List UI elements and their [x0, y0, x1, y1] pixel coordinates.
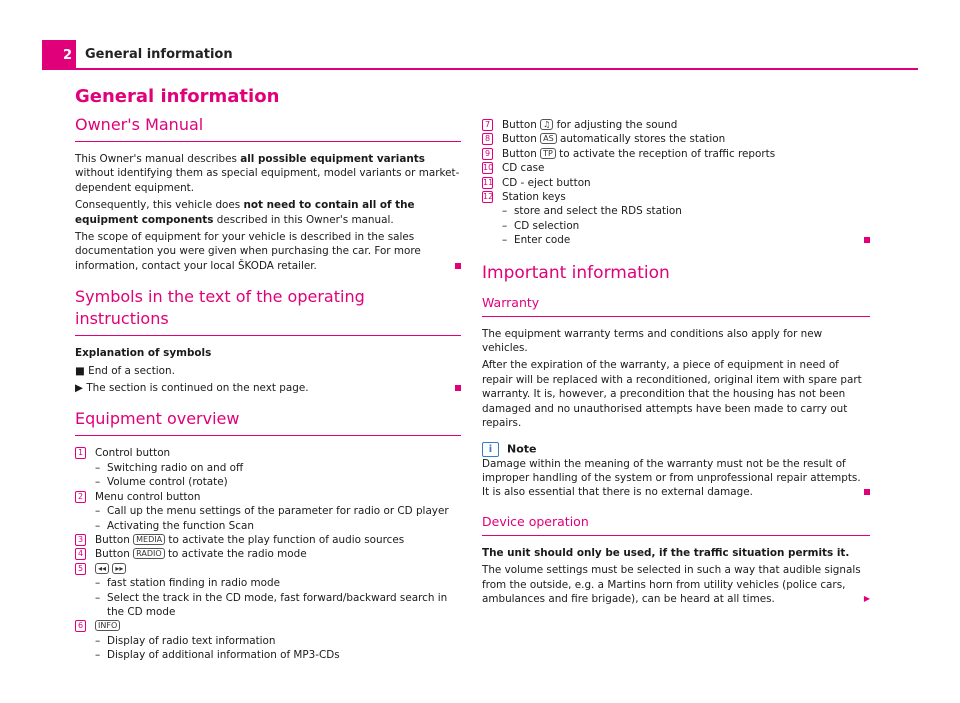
- end-of-section-icon: [455, 385, 461, 391]
- running-header-title: General information: [85, 47, 233, 62]
- manual-paragraph-3: The scope of equipment for your vehicle is described in the sales documentation you were given when purchasing the car. For more information, contact your local ŠKODA retailer.: [75, 230, 461, 273]
- sub-item: – Volume control (rotate): [95, 476, 228, 489]
- warranty-paragraph-2: After the expiration of the warranty, a piece of equipment in need of repair will be replaced with a reconditioned, original item with spare part warranty. It is, however, a precondition that the housing has not been damaged and no unauthorised attempts have been made to carry out repairs.: [482, 359, 862, 430]
- heading-warranty: Warranty: [482, 294, 870, 317]
- sub-item: – Display of additional information of MP3-CDs: [95, 649, 340, 662]
- list-item: 5 ◂◂ ▸▸: [75, 562, 461, 576]
- fast-forward-key-icon: ▸▸: [112, 563, 126, 574]
- tp-key: TP: [540, 148, 556, 159]
- list-item: 7 Button ♫ for adjusting the sound: [482, 118, 870, 132]
- continued-arrow-icon: ▶: [863, 593, 870, 603]
- list-item: 9 Button TP to activate the reception of traffic reports: [482, 147, 870, 161]
- as-key: AS: [540, 133, 557, 144]
- radio-key: RADIO: [133, 548, 165, 559]
- sub-item: – Enter code: [482, 233, 870, 247]
- note-header: i Note: [482, 442, 870, 457]
- sub-item: – Call up the menu settings of the parameter for radio or CD player: [95, 505, 449, 518]
- sub-item: – Switching radio on and off: [95, 461, 244, 474]
- symbol-end-line: ■ End of a section.: [75, 364, 175, 377]
- heading-symbols: Symbols in the text of the operating instructions: [75, 286, 461, 336]
- arrow-right-icon: ▶: [75, 382, 83, 395]
- symbol-continue-line: ▶ The section is continued on the next page.: [75, 381, 461, 395]
- list-item: 11 CD - eject button: [483, 176, 591, 189]
- end-of-section-icon: [455, 263, 461, 269]
- warranty-paragraph-1: The equipment warranty terms and conditions also apply for new vehicles.: [482, 327, 823, 355]
- sub-item: – Select the track in the CD mode, fast forward/backward search in the CD mode: [95, 591, 448, 618]
- list-item: 8 Button AS automatically stores the station: [482, 132, 870, 146]
- sub-item: – Display of radio text information: [95, 634, 276, 647]
- info-icon: i: [482, 442, 499, 457]
- sub-item: – CD selection: [502, 219, 580, 232]
- manual-paragraph-1: This Owner's manual describes all possible equipment variants without identifying them as special equipment, model variants or market-dependent equipment.: [75, 153, 460, 194]
- manual-paragraph-2: Consequently, this vehicle does not need to contain all of the equipment components described in this Owner's manual.: [75, 199, 415, 226]
- heading-equipment: Equipment overview: [75, 408, 461, 436]
- list-item: 3 Button MEDIA to activate the play function of audio sources: [75, 533, 461, 547]
- note-text: Damage within the meaning of the warranty must not be the result of improper handling of the system or from unprofessional repair attempts. It is also essential that there is no external damage.: [482, 457, 870, 500]
- info-key: INFO: [95, 620, 120, 631]
- page-number: 2: [62, 47, 72, 63]
- header-rule: [42, 68, 918, 70]
- sub-item: – fast station finding in radio mode: [95, 577, 280, 590]
- list-item: 6 INFO: [75, 619, 461, 633]
- end-of-section-icon: [864, 237, 870, 243]
- symbols-subheading: Explanation of symbols: [75, 347, 212, 360]
- device-paragraph-2: The volume settings must be selected in such a way that audible signals from the outside, e.g. a Martins horn from utility vehicles (police cars, ambulances and fire brigade), can be heard at all times. ▶: [482, 564, 870, 605]
- list-item: 1 Control button: [75, 446, 461, 460]
- left-column: [75, 86, 461, 663]
- sound-key-icon: ♫: [540, 119, 553, 130]
- list-item: 2 Menu control button: [75, 490, 461, 504]
- list-item: 4 Button RADIO to activate the radio mode: [75, 547, 461, 561]
- sub-item: – store and select the RDS station: [502, 205, 682, 218]
- end-of-section-icon: [864, 489, 870, 495]
- rewind-key-icon: ◂◂: [95, 563, 109, 574]
- heading-device-operation: Device operation: [482, 513, 870, 536]
- main-title: General information: [75, 86, 280, 107]
- list-item: 12 Station keys: [483, 191, 566, 204]
- sub-item: – Activating the function Scan: [95, 519, 254, 532]
- page-number-badge: [42, 40, 76, 70]
- black-square-icon: ■: [75, 364, 85, 377]
- heading-important-information: Important information: [482, 262, 670, 283]
- right-column: [482, 118, 870, 609]
- list-item: 10 CD case: [483, 162, 545, 175]
- heading-owners-manual: Owner's Manual: [75, 114, 461, 142]
- media-key: MEDIA: [133, 534, 165, 545]
- device-paragraph-1: The unit should only be used, if the traffic situation permits it.: [482, 546, 850, 559]
